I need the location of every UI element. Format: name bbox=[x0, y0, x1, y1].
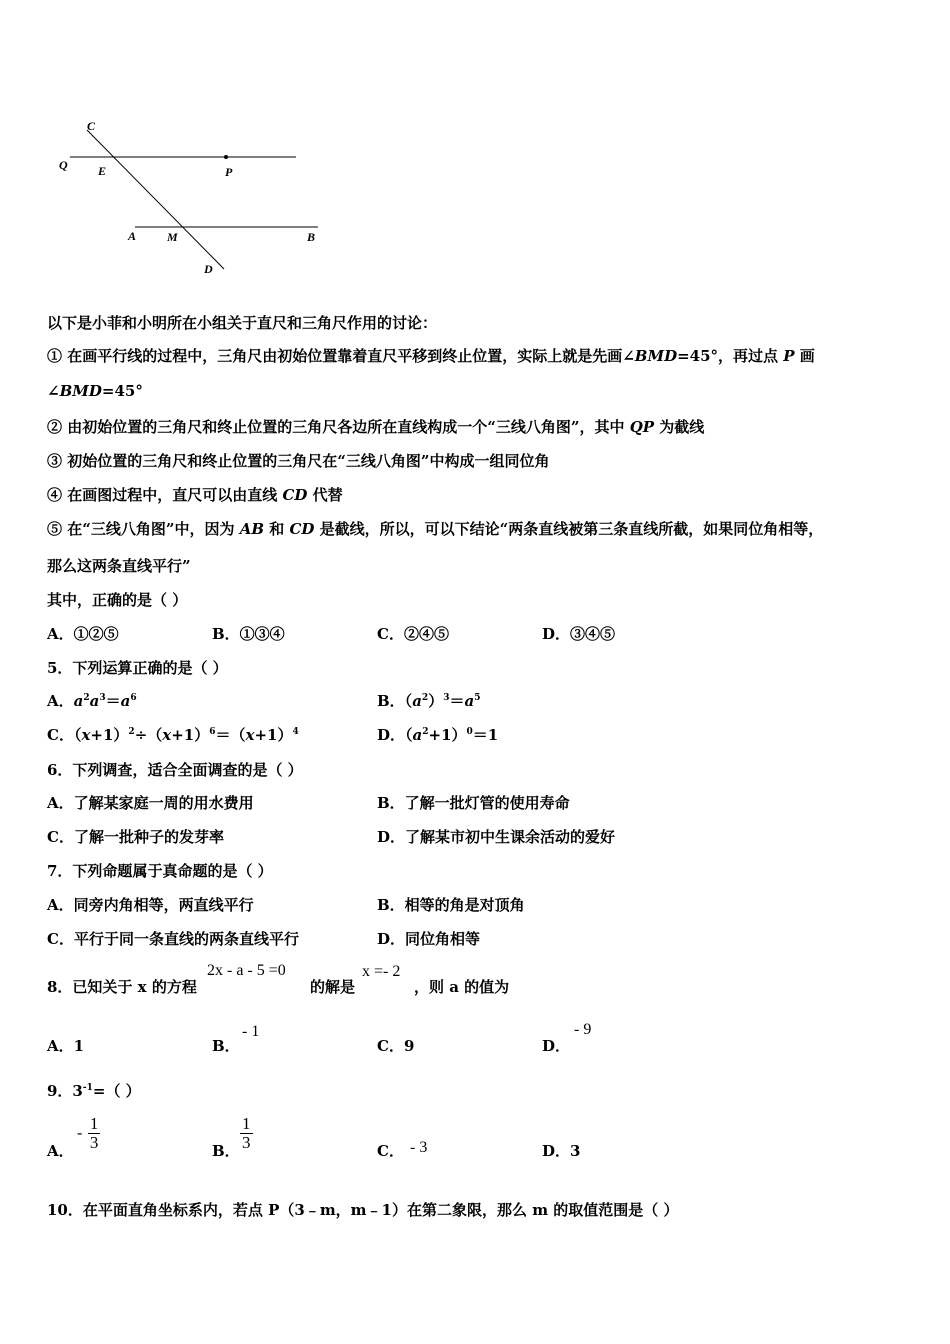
q6-stem: 6．下列调查，适合全面调查的是（ ） bbox=[47, 761, 303, 779]
statement-3: ③ 初始位置的三角尺和终止位置的三角尺在“三线八角图”中构成一组同位角 bbox=[47, 452, 550, 470]
label-c: C bbox=[87, 119, 96, 133]
statement-1: ① 在画平行线的过程中，三角尺由初始位置靠着直尺平移到终止位置，实际上就是先画∠BMD=45°，再过点 P 画 bbox=[47, 347, 815, 365]
q5-option-b: B．$(a^2)^3=a^5$ bbox=[377, 692, 481, 710]
q9-option-a-label: A． bbox=[47, 1142, 74, 1160]
q9-option-b-label: B． bbox=[212, 1142, 240, 1160]
geometry-figure bbox=[50, 112, 340, 282]
statement-2: ② 由初始位置的三角尺和终止位置的三角尺各边所在直线构成一个“三线八角图”，其中 QP 为截线 bbox=[47, 418, 705, 436]
q4-option-a: A．①②⑤ bbox=[47, 625, 119, 643]
q7-option-c: C．平行于同一条直线的两条直线平行 bbox=[47, 930, 299, 948]
q8-stem-part3: ，则 a 的值为 bbox=[414, 978, 510, 996]
q5-option-c: C．$(x+1)^2\div(x+1)^6=(x+1)^4$ bbox=[47, 726, 299, 744]
discussion-intro: 以下是小菲和小明所在小组关于直尺和三角尺作用的讨论： bbox=[47, 314, 438, 332]
q6-option-b: B．了解一批灯管的使用寿命 bbox=[377, 794, 570, 812]
label-p: P bbox=[225, 165, 233, 179]
q4-option-b: B．①③④ bbox=[212, 625, 285, 643]
label-a: A bbox=[128, 229, 137, 243]
q8-option-b-value: - 1 bbox=[242, 1023, 260, 1040]
label-m: M bbox=[167, 230, 178, 244]
q8-option-d-label: D． bbox=[542, 1037, 571, 1055]
q9-option-b-value bbox=[240, 1115, 253, 1152]
q8-option-c: C．9 bbox=[377, 1037, 415, 1055]
q6-option-c: C．了解一批种子的发芽率 bbox=[47, 828, 224, 846]
statement-1-cont: ∠BMD=45° bbox=[47, 382, 143, 400]
q4-option-c: C．②④⑤ bbox=[377, 625, 449, 643]
fraction: $\frac{1}{3}$ bbox=[89, 1114, 99, 1152]
q8-stem-part1: 8．已知关于 x 的方程 bbox=[47, 978, 197, 996]
q8-option-b-label: B． bbox=[212, 1037, 240, 1055]
q7-option-d: D．同位角相等 bbox=[377, 930, 481, 948]
point-p bbox=[224, 155, 228, 159]
q5-option-d: D．$(a^2+1)^0=1$ bbox=[377, 726, 499, 744]
q10-stem: 10．在平面直角坐标系内，若点 P（3﹣m，m﹣1）在第二象限，那么 m 的取值范围是（ ） bbox=[47, 1201, 679, 1219]
q8-option-a: A．1 bbox=[47, 1037, 85, 1055]
label-b: B bbox=[307, 230, 316, 244]
label-e: E bbox=[98, 164, 107, 178]
minus-sign: - bbox=[77, 1124, 83, 1142]
q9-stem: 9．$3^{-1}=$（ ） bbox=[47, 1082, 141, 1100]
statement-5-cont: 那么这两条直线平行” bbox=[47, 557, 191, 575]
q9-option-a-value bbox=[77, 1115, 100, 1152]
q5-option-a: A．$a^2a^3=a^6$ bbox=[47, 692, 137, 710]
q9-option-d: D．3 bbox=[542, 1142, 581, 1160]
q8-solution: x =- 2 bbox=[362, 963, 401, 980]
fraction: $\frac{1}{3}$ bbox=[242, 1114, 251, 1152]
q6-option-d: D．了解某市初中生课余活动的爱好 bbox=[377, 828, 616, 846]
label-d: D bbox=[204, 262, 213, 276]
q8-option-d-value: - 9 bbox=[574, 1021, 592, 1038]
q6-option-a: A．了解某家庭一周的用水费用 bbox=[47, 794, 254, 812]
q4-option-d: D．③④⑤ bbox=[542, 625, 616, 643]
q7-option-a: A．同旁内角相等，两直线平行 bbox=[47, 896, 254, 914]
q9-option-c-label: C． bbox=[377, 1142, 404, 1160]
statement-4: ④ 在画图过程中，直尺可以由直线 CD 代替 bbox=[47, 486, 343, 504]
q4-question: 其中，正确的是（ ） bbox=[47, 591, 188, 609]
statement-5: ⑤ 在“三线八角图”中，因为 AB 和 CD 是截线，所以，可以下结论“两条直线被第三条直线所截，如果同位角相等， bbox=[47, 520, 824, 538]
q8-equation: 2x - a - 5 =0 bbox=[207, 962, 286, 979]
q9-option-c-value: - 3 bbox=[410, 1139, 428, 1156]
line-cd bbox=[87, 130, 224, 269]
q5-stem: 5．下列运算正确的是（ ） bbox=[47, 659, 228, 677]
q7-stem: 7．下列命题属于真命题的是（ ） bbox=[47, 862, 273, 880]
label-q: Q bbox=[59, 158, 68, 172]
q7-option-b: B．相等的角是对顶角 bbox=[377, 896, 525, 914]
q8-stem-part2: 的解是 bbox=[310, 978, 356, 996]
